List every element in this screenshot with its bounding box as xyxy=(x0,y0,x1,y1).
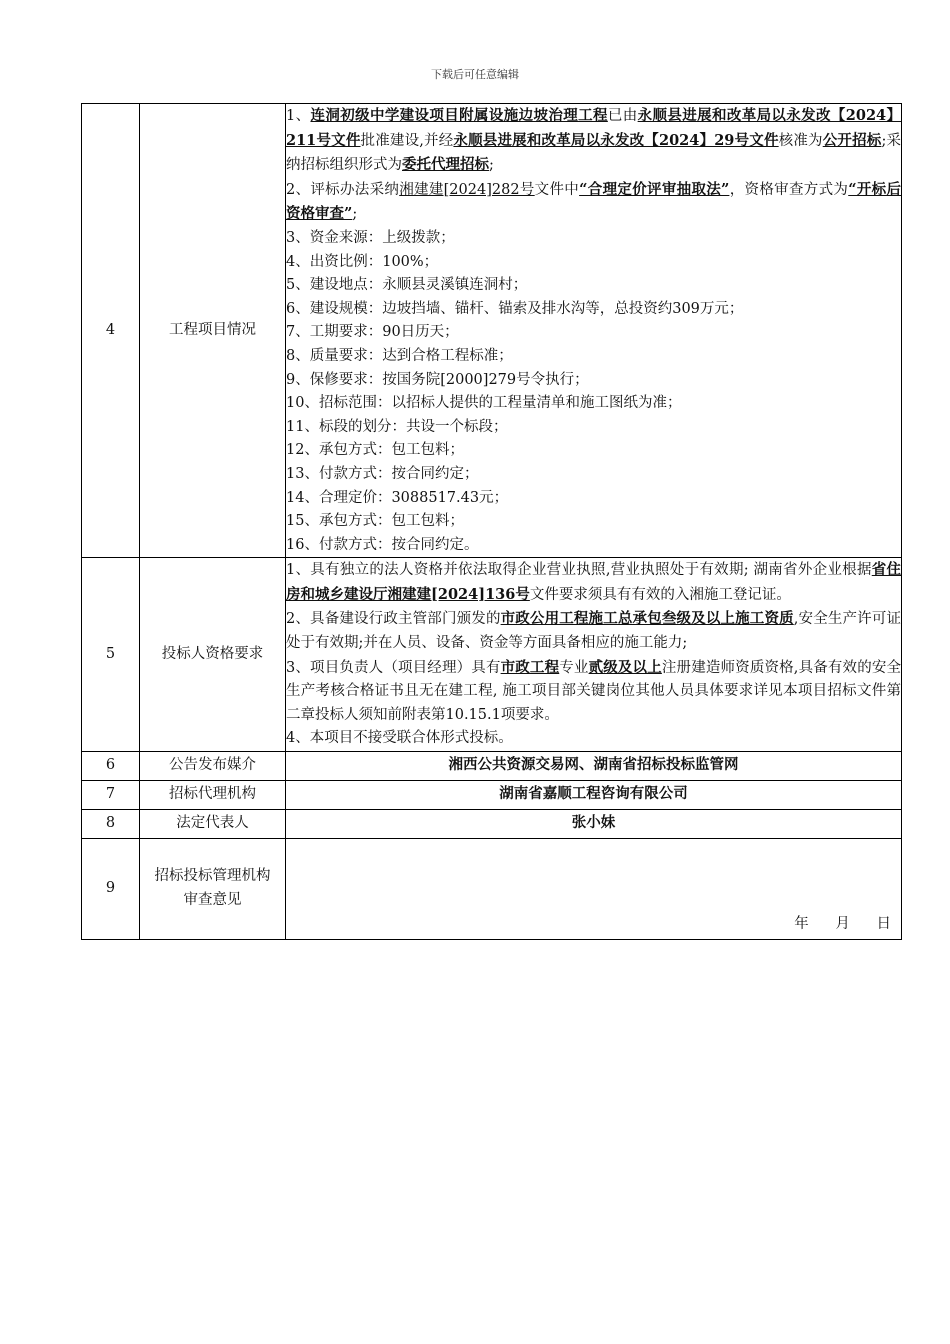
project-item: 11、标段的划分：共设一个标段； xyxy=(286,418,508,435)
row-label: 投标人资格要求 xyxy=(140,558,286,752)
row-number: 7 xyxy=(82,781,140,810)
row-label: 公告发布媒介 xyxy=(140,752,286,781)
project-info-content xyxy=(286,104,902,558)
requirement-item-4: 4、本项目不接受联合体形式投标。 xyxy=(286,730,513,747)
requirement-item-3: 3、项目负责人（项目经理）具有市政工程专业贰级及以上注册建造师资质资格,具备有效的安全生产考核合格证书且无在建工程, 施工项目部关键岗位其他人员具体要求详见本项目招标文件第二章投标人须知前附表第10.15.1项要求。 xyxy=(286,658,902,723)
row-number: 8 xyxy=(82,810,140,839)
project-item: 10、招标范围：以招标人提供的工程量清单和施工图纸为准； xyxy=(286,395,682,412)
project-item-1: 1、连洞初级中学建设项目附属设施边坡治理工程已由永顺县进展和改革局以永发改【2024】211号文件批准建设,并经永顺县进展和改革局以永发改【2024】29号文件核准为公开招标;采纳招标组织形式为委托代理招标; xyxy=(286,107,902,174)
project-item: 13、付款方式：按合同约定； xyxy=(286,465,479,482)
bidder-requirements-content xyxy=(286,558,902,752)
day-label: 日 xyxy=(876,916,891,933)
project-item: 14、合理定价：3088517.43元； xyxy=(286,489,509,506)
tender-info-table xyxy=(81,103,902,940)
table-row-8 xyxy=(82,810,902,839)
project-item: 9、保修要求：按国务院[2000]279号令执行； xyxy=(286,371,589,388)
header-note: 下载后可任意编辑 xyxy=(431,68,519,81)
project-item: 7、工期要求：90日历天； xyxy=(286,324,459,341)
row-number: 6 xyxy=(82,752,140,781)
row-number: 9 xyxy=(82,839,140,940)
review-opinion-field xyxy=(286,839,902,940)
requirement-item-2: 2、具备建设行政主管部门颁发的市政公用工程施工总承包叁级及以上施工资质,安全生产许可证处于有效期;并在人员、设备、资金等方面具备相应的施工能力; xyxy=(286,610,901,652)
row-label: 工程项目情况 xyxy=(140,104,286,558)
table-row-4 xyxy=(82,104,902,558)
project-item: 8、质量要求：达到合格工程标准； xyxy=(286,347,513,364)
project-item: 4、出资比例：100%； xyxy=(286,253,439,270)
project-item: 12、承包方式：包工包料； xyxy=(286,442,464,459)
project-item-2: 2、评标办法采纳湘建建[2024]282号文件中“合理定价评审抽取法”，资格审查方式为“开标后资格审查”; xyxy=(286,180,901,223)
month-label: 月 xyxy=(835,916,850,933)
publication-media: 湘西公共资源交易网、湖南省招标投标监管网 xyxy=(286,752,902,781)
table-row-5 xyxy=(82,558,902,752)
year-label: 年 xyxy=(794,916,809,933)
table-row-7 xyxy=(82,781,902,810)
agency-name: 湖南省嘉顺工程咨询有限公司 xyxy=(286,781,902,810)
row-number: 5 xyxy=(82,558,140,752)
project-item: 6、建设规模：边坡挡墙、锚杆、锚索及排水沟等，总投资约309万元； xyxy=(286,300,744,317)
requirement-item-1: 1、具有独立的法人资格并依法取得企业营业执照,营业执照处于有效期; 湖南省外企业根据省住房和城乡建设厅湘建建[2024]136号文件要求须具有有效的入湘施工登记证。 xyxy=(286,561,902,603)
project-item: 5、建设地点：永顺县灵溪镇连洞村； xyxy=(286,277,528,294)
date-line xyxy=(772,913,891,937)
row-label: 招标代理机构 xyxy=(140,781,286,810)
project-item: 15、承包方式：包工包料； xyxy=(286,513,464,530)
table-row-6 xyxy=(82,752,902,781)
project-item: 3、资金来源：上级拨款； xyxy=(286,229,455,246)
legal-representative: 张小妹 xyxy=(286,810,902,839)
row-label: 法定代表人 xyxy=(140,810,286,839)
table-row-9 xyxy=(82,839,902,940)
project-item: 16、付款方式：按合同约定。 xyxy=(286,536,479,553)
row-label: 招标投标管理机构审查意见 xyxy=(140,839,286,940)
row-number: 4 xyxy=(82,104,140,558)
